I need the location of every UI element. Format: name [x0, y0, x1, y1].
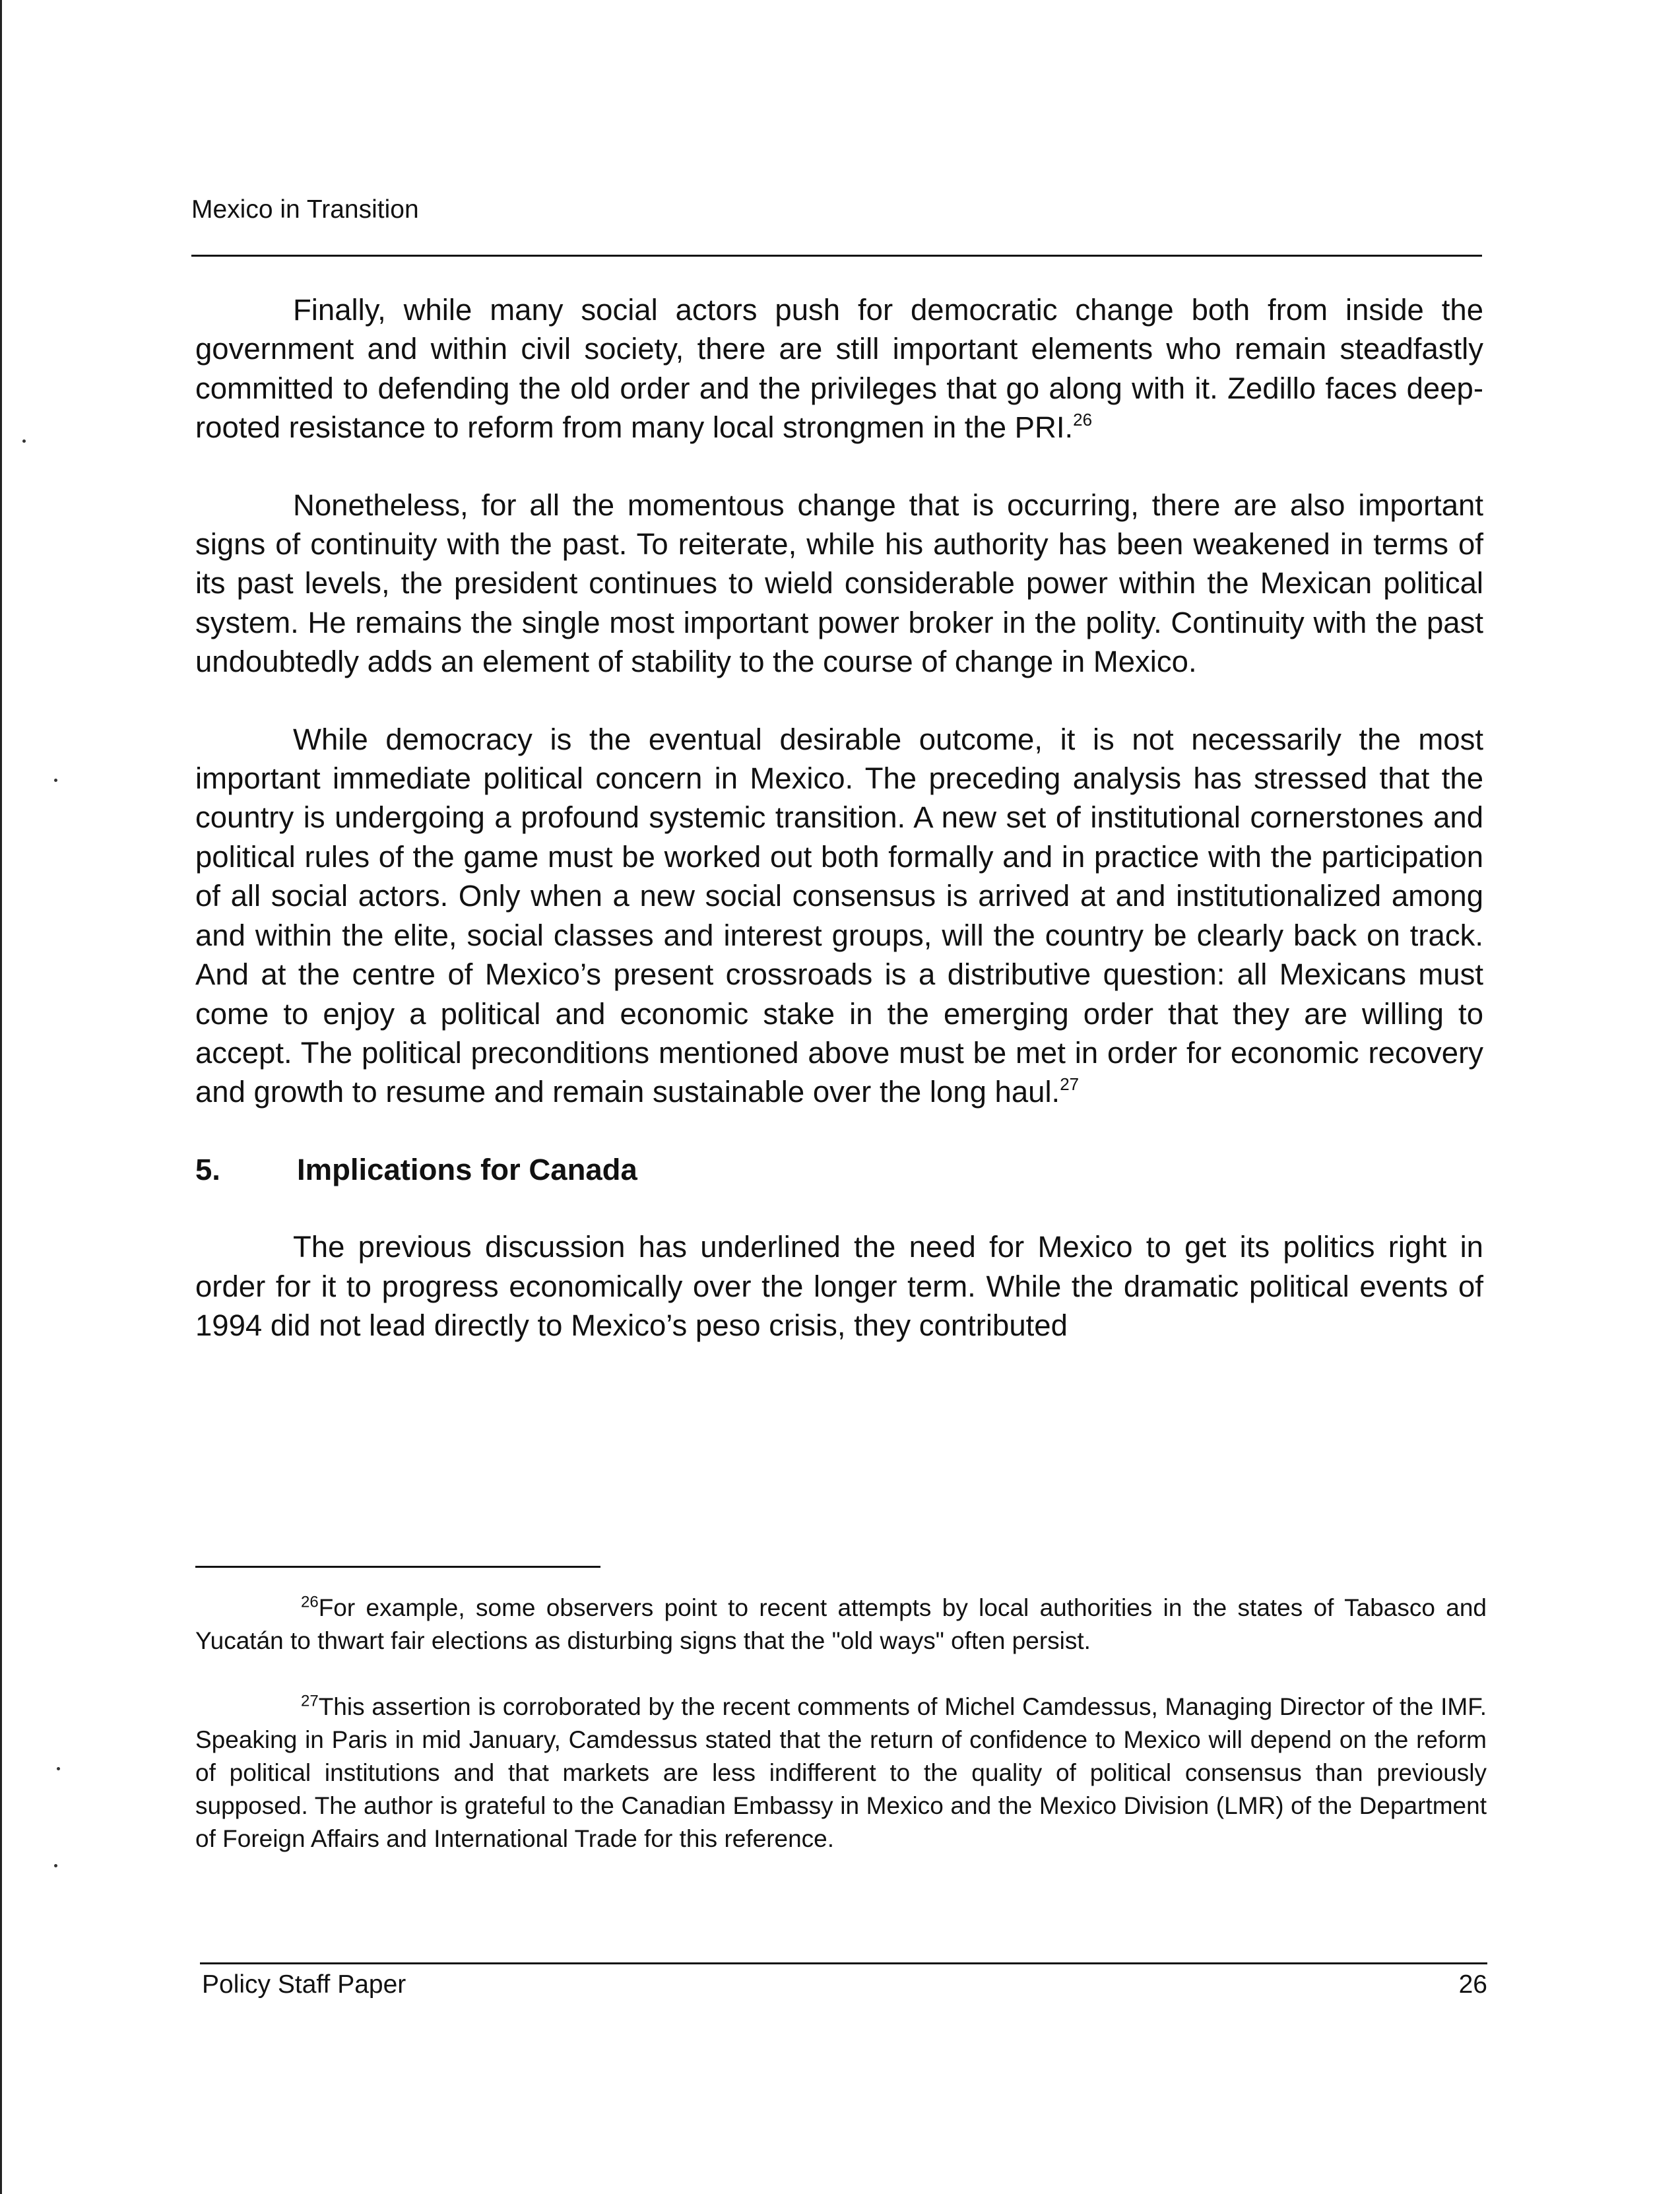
footer-page-number: 26: [1458, 1970, 1487, 1999]
footnote-ref: 27: [1060, 1074, 1080, 1095]
section-heading: [195, 1150, 1483, 1189]
scan-speck: [57, 1767, 60, 1770]
footnote-number: 26: [301, 1593, 319, 1611]
scan-edge: [0, 0, 2, 2194]
paragraph: [195, 1227, 1483, 1345]
paragraph: [195, 720, 1483, 1112]
footnote-rule: [195, 1566, 600, 1568]
running-header: Mexico in Transition: [191, 195, 419, 224]
footnote-text: For example, some observers point to recent attempts by local authorities in the states of Tabasco and Yucatán to thwart fair elections as disturbing signs that the "old ways" often persist.: [195, 1594, 1487, 1654]
paragraph-text: Finally, while many social actors push for democratic change both from inside the government and within civil society, there are still important elements who remain steadfastly committed to defending the old order and the privileges that go along with it. Zedillo faces deep-rooted resistance to reform from many local strongmen in the PRI.: [195, 293, 1483, 445]
footer-publication: Policy Staff Paper: [202, 1970, 406, 1999]
paragraph-text: The previous discussion has underlined the need for Mexico to get its politics right in order for it to progress economically over the longer term. While the dramatic political events of 1994 did not lead directly to Mexico’s peso crisis, they contributed: [195, 1230, 1483, 1342]
scan-speck: [54, 1864, 57, 1867]
footer-rule: [200, 1962, 1487, 1964]
footnote-number: 27: [301, 1692, 319, 1710]
section-number: 5.: [195, 1152, 220, 1186]
header-rule: [191, 255, 1482, 257]
footnote: [195, 1592, 1487, 1658]
footnote-text: This assertion is corroborated by the recent comments of Michel Camdessus, Managing Director of the IMF. Speaking in Paris in mid January, Camdessus stated that the return of confidence to Mexico will depend on the reform of political institutions and that markets are less indifferent to the quality of political consensus than previously supposed. The author is grateful to the Canadian Embassy in Mexico and the Mexico Division (LMR) of the Department of Foreign Affairs and International Trade for this reference.: [195, 1693, 1487, 1852]
footnote-ref: 26: [1073, 410, 1093, 430]
paragraph: [195, 486, 1483, 682]
body-text: [195, 290, 1483, 1383]
paragraph-text: While democracy is the eventual desirable outcome, it is not necessarily the most important immediate political concern in Mexico. The preceding analysis has stressed that the country is undergoing a profound systemic transition. A new set of institutional cornerstones and political rules of the game must be worked out both formally and in practice with the participation of all social actors. Only when a new social consensus is arrived at and institutionalized among and within the elite, social classes and interest groups, will the country be clearly back on track. And at the centre of Mexico’s present crossroads is a distributive question: all Mexicans must come to enjoy a political and economic stake in the emerging order that they are willing to accept. The political preconditions mentioned above must be met in order for economic recovery and growth to resume and remain sustainable over the long haul.: [195, 722, 1483, 1109]
section-title: Implications for Canada: [297, 1152, 637, 1186]
paragraph: [195, 290, 1483, 447]
footnotes: [195, 1592, 1487, 1888]
footnote: [195, 1691, 1487, 1855]
scan-speck: [54, 779, 57, 782]
scan-speck: [22, 439, 26, 443]
paragraph-text: Nonetheless, for all the momentous change that is occurring, there are also important signs of continuity with the past. To reiterate, while his authority has been weakened in terms of its past levels, the president continues to wield considerable power within the Mexican political system. He remains the single most important power broker in the polity. Continuity with the past undoubtedly adds an element of stability to the course of change in Mexico.: [195, 488, 1483, 679]
